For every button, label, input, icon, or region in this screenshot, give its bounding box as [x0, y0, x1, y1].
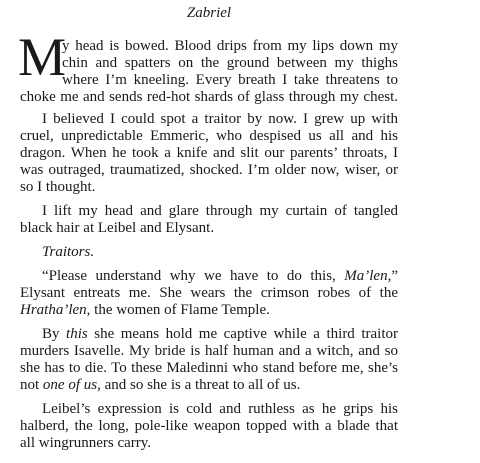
text-run: “Please understand why we have to do this, — [42, 268, 345, 284]
text-line — [42, 326, 398, 343]
text-line: chin and spatters on the ground between my thighs — [62, 55, 398, 71]
text-run: ,” — [387, 268, 398, 284]
text-line: was outraged, traumatized, shocked. I’m older now, wiser, or — [20, 162, 398, 178]
text-line: I believed I could spot a traitor by now. I grew up with — [42, 111, 398, 127]
italic-run: Hratha’len — [20, 302, 87, 318]
text-line: all wingrunners carry. — [20, 435, 152, 451]
text-line: halberd, the long, pole-like weapon topped with a blade that — [20, 418, 398, 434]
text-line: where I’m kneeling. Every breath I take threatens to — [62, 72, 398, 88]
text-line: I lift my head and glare through my curtain of tangled — [42, 203, 398, 219]
text-line — [20, 302, 398, 319]
text-line: cruel, unpredictable Emmeric, who despised us all and his — [20, 128, 398, 144]
text-line: Leibel’s expression is cold and ruthless as he grips his — [42, 401, 398, 417]
text-line — [20, 377, 398, 394]
drop-cap: M — [18, 27, 67, 87]
text-run: , and so she is a threat to all of us. — [97, 377, 301, 393]
text-run: not — [20, 377, 43, 393]
text-run: By — [42, 326, 67, 342]
italic-run: Ma’len — [344, 268, 388, 284]
text-line: Traitors. — [42, 244, 95, 260]
text-line: Elysant entreats me. She wears the crimson robes of the — [20, 285, 398, 301]
text-line: she has to die. To these Maledinni who stand before me, she’s — [20, 360, 398, 376]
text-line: y head is bowed. Blood drips from my lips down my — [62, 38, 398, 54]
text-line — [42, 268, 398, 285]
text-line: murders Isavelle. My bride is half human and a witch, and so — [20, 343, 398, 359]
text-run: she means hold me captive while a third traitor — [87, 326, 398, 342]
italic-run: one of us — [42, 377, 98, 393]
text-run: , the women of Flame Temple. — [86, 302, 270, 318]
running-header: Zabriel — [186, 5, 232, 21]
text-line: so I thought. — [20, 179, 96, 195]
text-line: dragon. When he took a knife and slit our parents’ throats, I — [20, 145, 398, 161]
text-line: black hair at Leibel and Elysant. — [20, 220, 215, 236]
italic-run: this — [66, 326, 88, 342]
text-line: choke me and sends red-hot shards of glass through my chest. — [20, 89, 398, 105]
